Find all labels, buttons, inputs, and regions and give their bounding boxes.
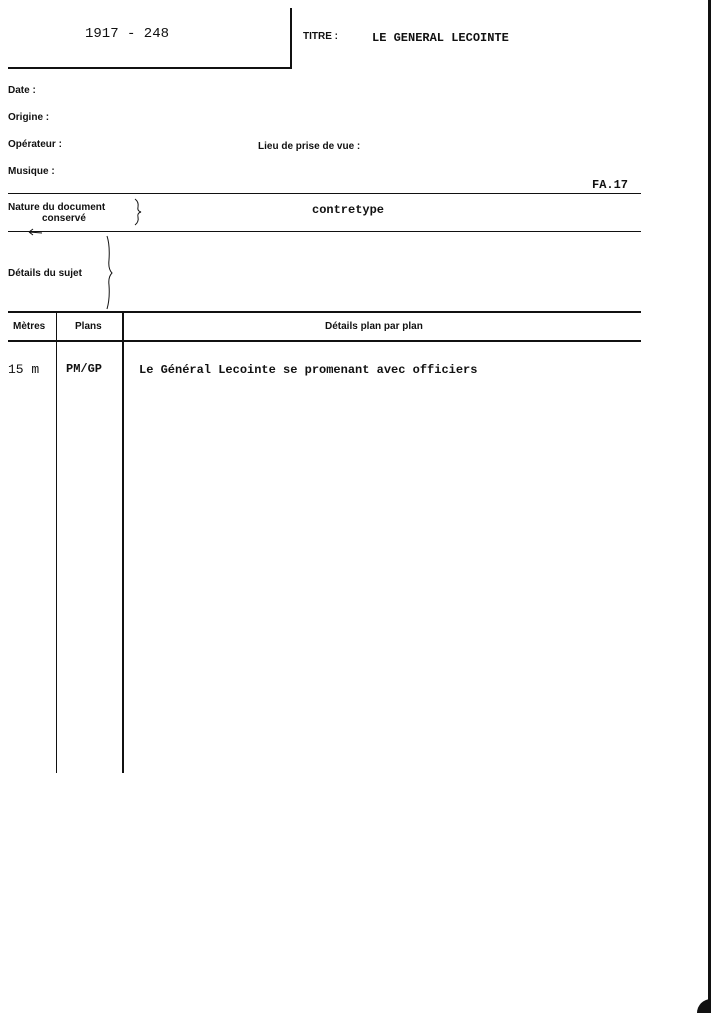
header-details: Détails plan par plan (325, 321, 423, 332)
header-box-right-border (290, 8, 292, 68)
nature-value: contretype (312, 203, 385, 217)
row-metres: 15 m (8, 362, 40, 377)
header-box-bottom-border (8, 67, 292, 69)
header-metres: Mètres (13, 321, 46, 332)
scan-corner (697, 999, 711, 1013)
header-plans: Plans (75, 321, 102, 332)
separator-subject-top (8, 231, 641, 232)
operator-label: Opérateur : (8, 139, 62, 150)
row-plans: PM/GP (66, 362, 103, 376)
arrow-mark-icon (28, 228, 44, 236)
nature-brace-icon (133, 198, 143, 226)
subject-brace-icon (103, 235, 113, 310)
column-divider-metres (56, 312, 57, 773)
table-top-border (8, 311, 641, 313)
table-header-bottom-border (8, 340, 641, 342)
music-label: Musique : (8, 166, 55, 177)
column-divider-plans (122, 312, 124, 773)
row-details: Le Général Lecointe se promenant avec officiers (139, 363, 478, 377)
date-label: Date : (8, 85, 36, 96)
location-label: Lieu de prise de vue : (258, 141, 361, 152)
nature-label-line2: conservé (42, 213, 86, 224)
archive-code: FA.17 (592, 178, 629, 192)
title-value: LE GENERAL LECOINTE (372, 31, 509, 45)
separator-nature-top (8, 193, 641, 194)
origin-label: Origine : (8, 112, 50, 123)
title-label: TITRE : (303, 31, 338, 42)
nature-label-line1: Nature du document (8, 202, 106, 213)
subject-label: Détails du sujet (8, 268, 82, 279)
reference-number: 1917 - 248 (85, 26, 170, 42)
